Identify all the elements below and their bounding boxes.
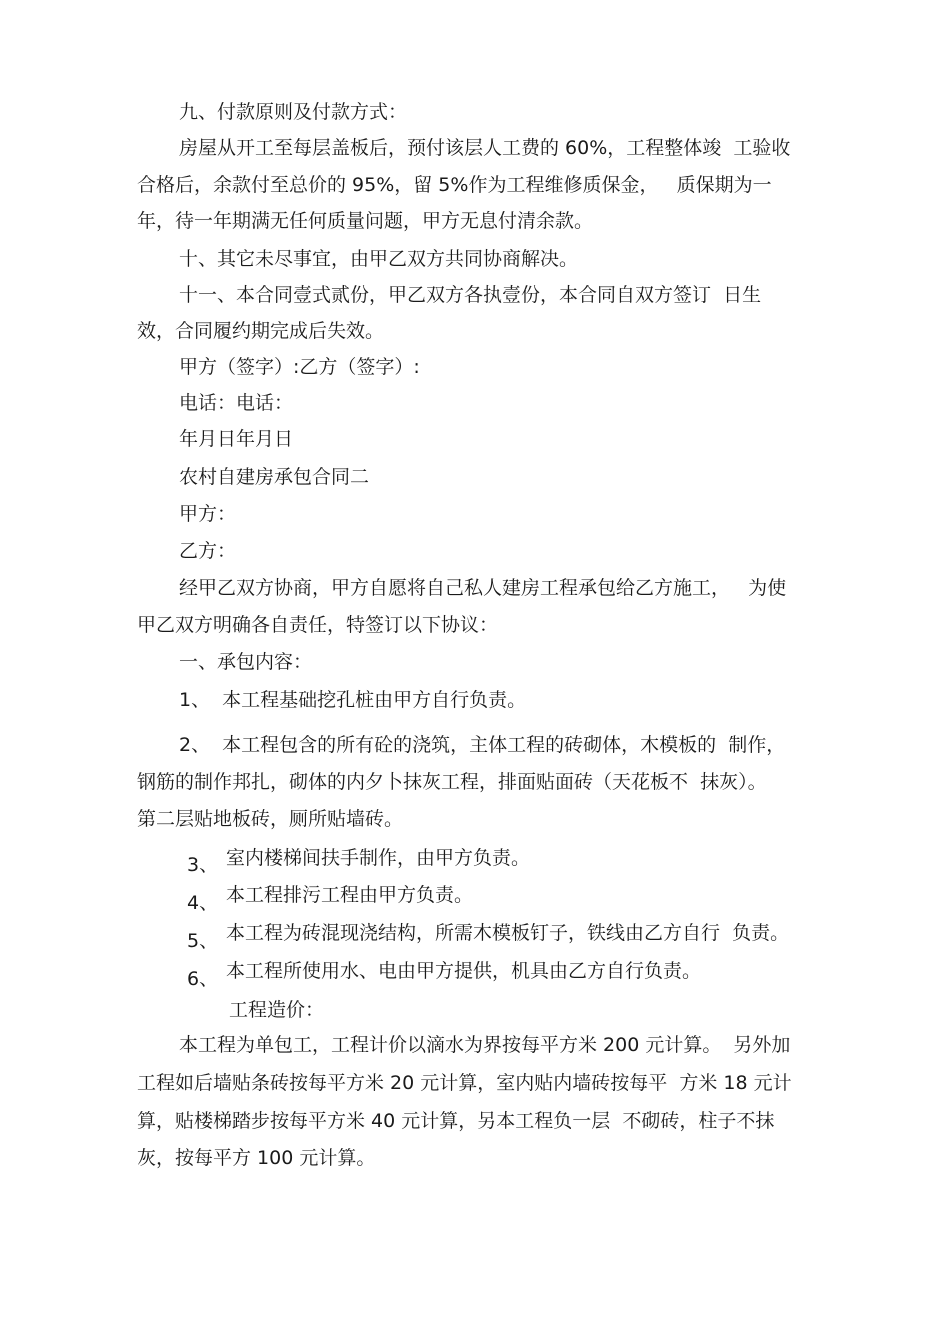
list-item-text: 本工程所使用水、电由甲方提供，机具由乙方自行负责。: [226, 960, 702, 982]
phone-line: 电话：电话：: [179, 392, 294, 414]
party-a-line: 甲方：: [179, 503, 237, 525]
contract-title: 农村自建房承包合同二: [179, 466, 370, 488]
list-item-number: 5、: [187, 930, 219, 952]
list-item-text: 本工程排污工程由甲方负责。: [226, 884, 474, 906]
list-item-number: 6、: [187, 968, 219, 990]
section-heading-11: 十一、本合同壹式贰份，甲乙双方各执壹份，本合同自双方签订 日生: [179, 284, 762, 306]
list-item-text: 本工程为砖混现浇结构，所需木模板钉子，铁线由乙方自行 负责。: [226, 922, 790, 944]
signature-line: 甲方（签字）:乙方（签字）:: [179, 356, 420, 378]
paragraph-line: 年，待一年期满无任何质量问题，甲方无息付清余款。: [137, 210, 594, 232]
paragraph-line: 算，贴楼梯踏步按每平方米 40 元计算，另本工程负一层 不砌砖，柱子不抹: [137, 1110, 775, 1132]
list-item-number: 3、: [187, 854, 219, 876]
section-heading-1: 一、承包内容：: [179, 651, 313, 673]
list-item-text: 室内楼梯间扶手制作，由甲方负责。: [226, 847, 531, 869]
paragraph-line: 本工程为单包工，工程计价以滴水为界按每平方米 200 元计算。 另外加: [179, 1034, 791, 1056]
paragraph-line: 工程如后墙贴条砖按每平方米 20 元计算，室内贴内墙砖按每平 方米 18 元计: [137, 1072, 792, 1094]
paragraph-line: 钢筋的制作邦扎，砌体的内夕卜抹灰工程，排面贴面砖（天花板不 抹灰）。: [137, 771, 767, 793]
date-line: 年月日年月日: [179, 428, 294, 450]
section-heading-price: 工程造价：: [229, 999, 325, 1021]
list-item: 1、 本工程基础挖孔桩由甲方自行负责。: [179, 689, 527, 711]
section-heading-10: 十、其它未尽事宜，由甲乙双方共同协商解决。: [179, 248, 579, 270]
list-item: 2、 本工程包含的所有砼的浇筑，主体工程的砖砌体，木模板的 制作，: [179, 734, 786, 756]
paragraph-line: 合格后，余款付至总价的 95%，留 5%作为工程维修质保金， 质保期为一: [137, 174, 772, 196]
paragraph-line: 第二层贴地板砖，厕所贴墙砖。: [137, 808, 404, 830]
paragraph-line: 效，合同履约期完成后失效。: [137, 320, 385, 342]
list-item-number: 4、: [187, 892, 219, 914]
section-heading-9: 九、付款原则及付款方式：: [179, 101, 408, 123]
party-b-line: 乙方：: [179, 540, 237, 562]
paragraph-line: 房屋从开工至每层盖板后，预付该层人工费的 60%，工程整体竣 工验收: [179, 137, 791, 159]
paragraph-line: 甲乙双方明确各自责任，特签订以下协议：: [137, 614, 499, 636]
paragraph-line: 灰，按每平方 100 元计算。: [137, 1147, 376, 1169]
paragraph-line: 经甲乙双方协商，甲方自愿将自己私人建房工程承包给乙方施工， 为使: [179, 577, 787, 599]
